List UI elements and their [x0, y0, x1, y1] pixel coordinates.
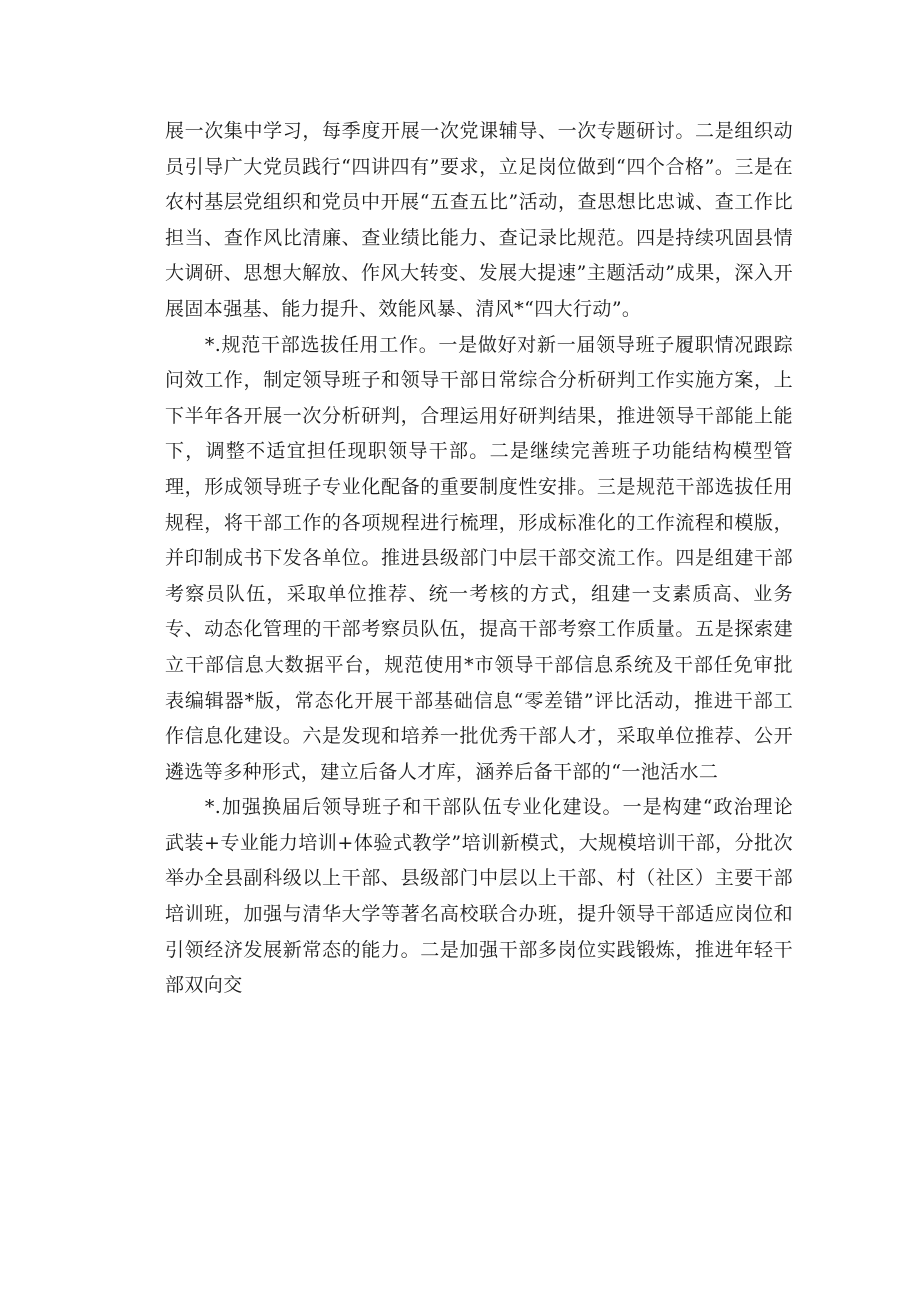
paragraph-team-professionalization: *.加强换届后领导班子和干部队伍专业化建设。一是构建“政治理论武装+专业能力培训+体验式教学”培训新模式，大规模培训干部，分批次举办全县副科级以上干部、县级部门中层以上干部、村（社区）主要干部培训班，加强与清华大学等著名高校联合办班，提升领导干部适应岗位和引领经济发展新常态的能力。二是加强干部多岗位实践锻炼，推进年轻干部双向交 — [165, 796, 793, 997]
paragraph-continuation: 展一次集中学习，每季度开展一次党课辅导、一次专题研讨。二是组织动员引导广大党员践行“四讲四有”要求，立足岗位做到“四个合格”。三是在农村基层党组织和党员中开展“五查五比”活动，查思想比忠诚、查工作比担当、查作风比清廉、查业绩比能力、查记录比规范。四是持续巩固县情大调研、思想大解放、作风大转变、发展大提速”主题活动”成果，深入开展固本强基、能力提升、效能风暴、清风*“四大行动”。 — [165, 120, 793, 320]
document-body — [165, 114, 793, 1004]
paragraph-cadre-selection: *.规范干部选拔任用工作。一是做好对新一届领导班子履职情况跟踪问效工作，制定领导班子和领导干部日常综合分析研判工作实施方案，上下半年各开展一次分析研判，合理运用好研判结果，推进领导干部能上能下，调整不适宜担任现职领导干部。二是继续完善班子功能结构模型管理，形成领导班子专业化配备的重要制度性安排。三是规范干部选拔任用规程，将干部工作的各项规程进行梳理，形成标准化的工作流程和模版，并印制成书下发各单位。推进县级部门中层干部交流工作。四是组建干部考察员队伍，采取单位推荐、统一考核的方式，组建一支素质高、业务专、动态化管理的干部考察员队伍，提高干部考察工作质量。五是探索建立干部信息大数据平台，规范使用*市领导干部信息系统及干部任免审批表编辑器*版，常态化开展干部基础信息“零差错”评比活动，推进干部工作信息化建设。六是发现和培养一批优秀干部人才，采取单位推荐、公开遴选等多种形式，建立后备人才库，涵养后备干部的“一池活水二 — [165, 333, 793, 783]
